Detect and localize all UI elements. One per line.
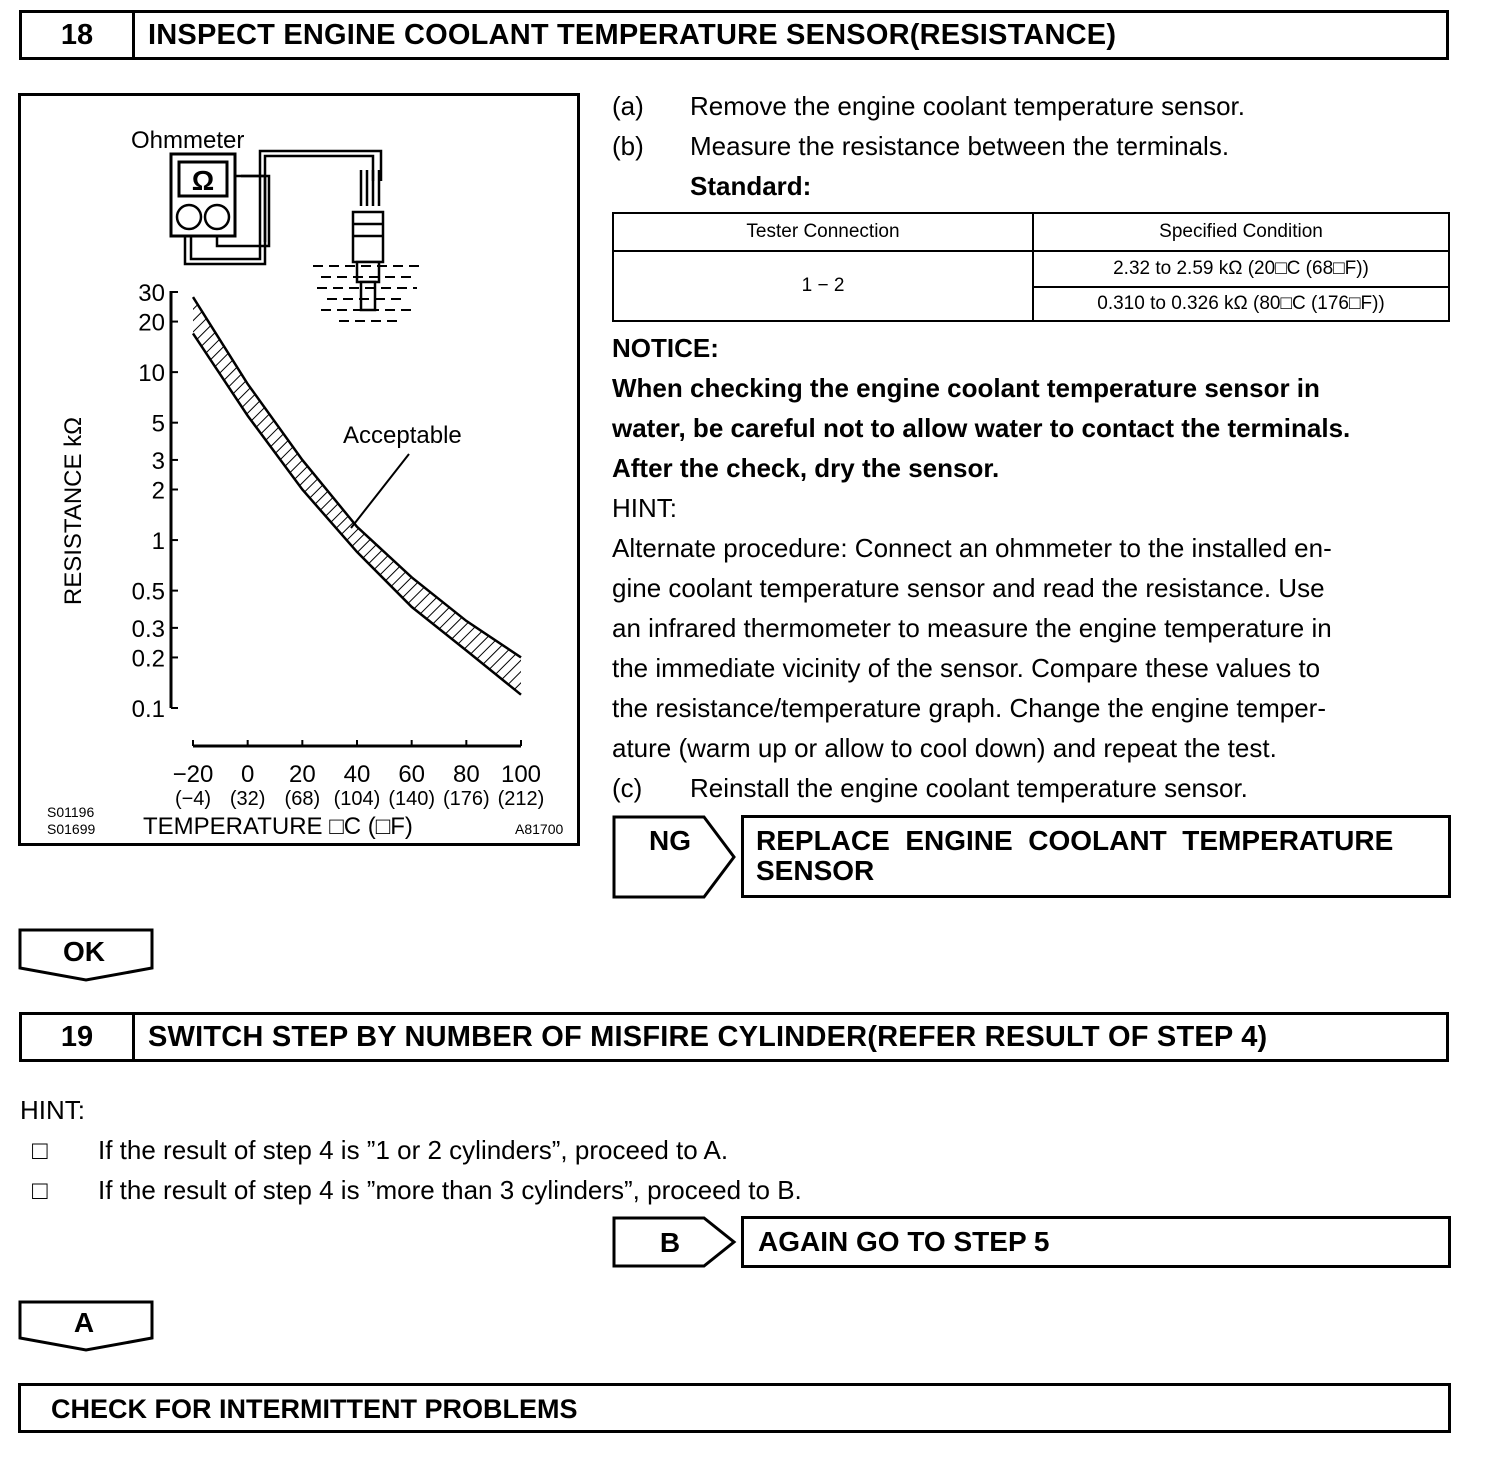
spec-header-connection: Tester Connection: [613, 213, 1033, 251]
x-tick-label-c: 60: [398, 761, 426, 788]
standard-label: Standard:: [690, 171, 812, 201]
x-tick-label-c: 40: [343, 761, 371, 788]
step-18-header: [19, 10, 1449, 60]
bullet-2: □: [32, 1175, 48, 1205]
ng-result-box: [741, 815, 1451, 898]
instruction-c-text: Reinstall the engine coolant temperature sensor.: [690, 773, 1248, 803]
svg-text:NG: NG: [649, 825, 691, 856]
bullet-1: □: [32, 1135, 48, 1165]
y-tick-label: 10: [138, 360, 165, 388]
final-step-title: CHECK FOR INTERMITTENT PROBLEMS: [51, 1394, 578, 1424]
figure-code-right: A81700: [515, 821, 564, 837]
instruction-c-letter: (c): [612, 773, 643, 803]
ng-arrow: [612, 815, 738, 899]
instruction-b-text: Measure the resistance between the terminals.: [690, 131, 1230, 161]
resistance-chart: [21, 96, 577, 843]
step-title: INSPECT ENGINE COOLANT TEMPERATURE SENSOR(RESISTANCE): [148, 18, 1117, 51]
instruction-a-text: Remove the engine coolant temperature sensor.: [690, 91, 1246, 121]
svg-text:OK: OK: [63, 936, 105, 967]
y-tick-label: 3: [151, 447, 165, 475]
acceptable-label: Acceptable: [343, 422, 462, 449]
ok-arrow: [18, 928, 156, 982]
x-tick-label-c: 0: [240, 761, 255, 788]
y-tick-label: 20: [138, 309, 165, 337]
x-tick-label-c: −20: [172, 761, 214, 788]
hint-line-5: the resistance/temperature graph. Change the engine temper-: [612, 693, 1326, 723]
y-axis-label: RESISTANCE kΩ: [60, 416, 87, 606]
x-tick-label-f: (140): [388, 788, 436, 810]
x-tick-label-f: (176): [442, 788, 490, 810]
y-tick-label: 0.1: [131, 696, 165, 723]
y-tick-label: 5: [151, 410, 165, 438]
sensor-icon: [353, 212, 383, 310]
spec-header-condition: Specified Condition: [1033, 213, 1449, 251]
x-tick-label-c: 20: [288, 761, 316, 788]
hint-line-6: ature (warm up or allow to cool down) and repeat the test.: [612, 733, 1277, 763]
x-tick-label-f: (104): [333, 788, 381, 810]
spec-table: [612, 212, 1450, 322]
hint-line-2: gine coolant temperature sensor and read the resistance. Use: [612, 573, 1325, 603]
y-tick-label: 2: [151, 477, 165, 505]
notice-label: NOTICE:: [612, 333, 719, 363]
step-number: 18: [22, 13, 135, 57]
x-axis-label: TEMPERATURE □C (□F): [143, 813, 413, 840]
spec-connection: 1 − 2: [613, 251, 1033, 321]
instruction-a-letter: (a): [612, 91, 644, 121]
x-tick-label-f: (212): [497, 788, 545, 810]
instruction-b-letter: (b): [612, 131, 644, 161]
hint2-item-1: If the result of step 4 is ”1 or 2 cylinders”, proceed to A.: [98, 1135, 729, 1165]
x-tick-label-f: (32): [229, 788, 266, 810]
spec-condition-1: 2.32 to 2.59 kΩ (20□C (68□F)): [1033, 251, 1449, 287]
acceptable-band: [193, 297, 521, 695]
acceptable-leader: [351, 454, 409, 528]
hint-label: HINT:: [612, 493, 677, 523]
ohmmeter-label: Ohmmeter: [131, 127, 245, 154]
y-tick-label: 0.5: [131, 578, 165, 606]
notice-line-3: After the check, dry the sensor.: [612, 453, 1000, 483]
acceptable-area: [193, 297, 521, 695]
ng-result-line-2: SENSOR: [756, 855, 875, 886]
hint-line-4: the immediate vicinity of the sensor. Compare these values to: [612, 653, 1321, 683]
x-tick-label-c: 80: [452, 761, 480, 788]
upper-limit-line: [193, 297, 521, 657]
hint-line-1: Alternate procedure: Connect an ohmmeter to the installed en-: [612, 533, 1332, 563]
ohmmeter-icon: [171, 154, 235, 236]
hint-line-3: an infrared thermometer to measure the engine temperature in: [612, 613, 1332, 643]
a-arrow: [18, 1300, 156, 1352]
notice-line-1: When checking the engine coolant temperature sensor in: [612, 373, 1320, 403]
final-step-box: [18, 1383, 1451, 1433]
x-tick-label-f: (−4): [174, 788, 212, 810]
step-title: SWITCH STEP BY NUMBER OF MISFIRE CYLINDER(REFER RESULT OF STEP 4): [148, 1020, 1268, 1053]
y-tick-label: 0.2: [131, 645, 165, 673]
b-result-box: [741, 1216, 1451, 1268]
notice-line-2: water, be careful not to allow water to contact the terminals.: [612, 413, 1351, 443]
figure-panel: [18, 93, 580, 846]
hint2-label: HINT:: [20, 1095, 85, 1125]
svg-text:B: B: [659, 1227, 681, 1258]
step-number: 19: [22, 1015, 135, 1059]
x-tick-label-f: (68): [284, 788, 321, 810]
svg-text:Ω: Ω: [191, 165, 215, 196]
figure-code-1: S01196: [47, 804, 95, 820]
x-tick-label-c: 100: [500, 761, 542, 788]
step-19-header: [19, 1012, 1449, 1062]
x-ticks: [173, 740, 545, 810]
b-arrow: [612, 1216, 738, 1268]
svg-text:A: A: [73, 1307, 95, 1338]
hint2-item-2: If the result of step 4 is ”more than 3 cylinders”, proceed to B.: [98, 1175, 802, 1205]
b-result: AGAIN GO TO STEP 5: [758, 1226, 1050, 1257]
y-tick-label: 1: [151, 528, 165, 556]
ng-result-line-1: REPLACE ENGINE COOLANT TEMPERATURE: [756, 825, 1394, 856]
y-tick-label: 30: [138, 280, 165, 307]
y-tick-label: 0.3: [131, 615, 165, 643]
figure-code-2: S01699: [47, 821, 96, 837]
spec-condition-2: 0.310 to 0.326 kΩ (80□C (176□F)): [1033, 287, 1449, 321]
